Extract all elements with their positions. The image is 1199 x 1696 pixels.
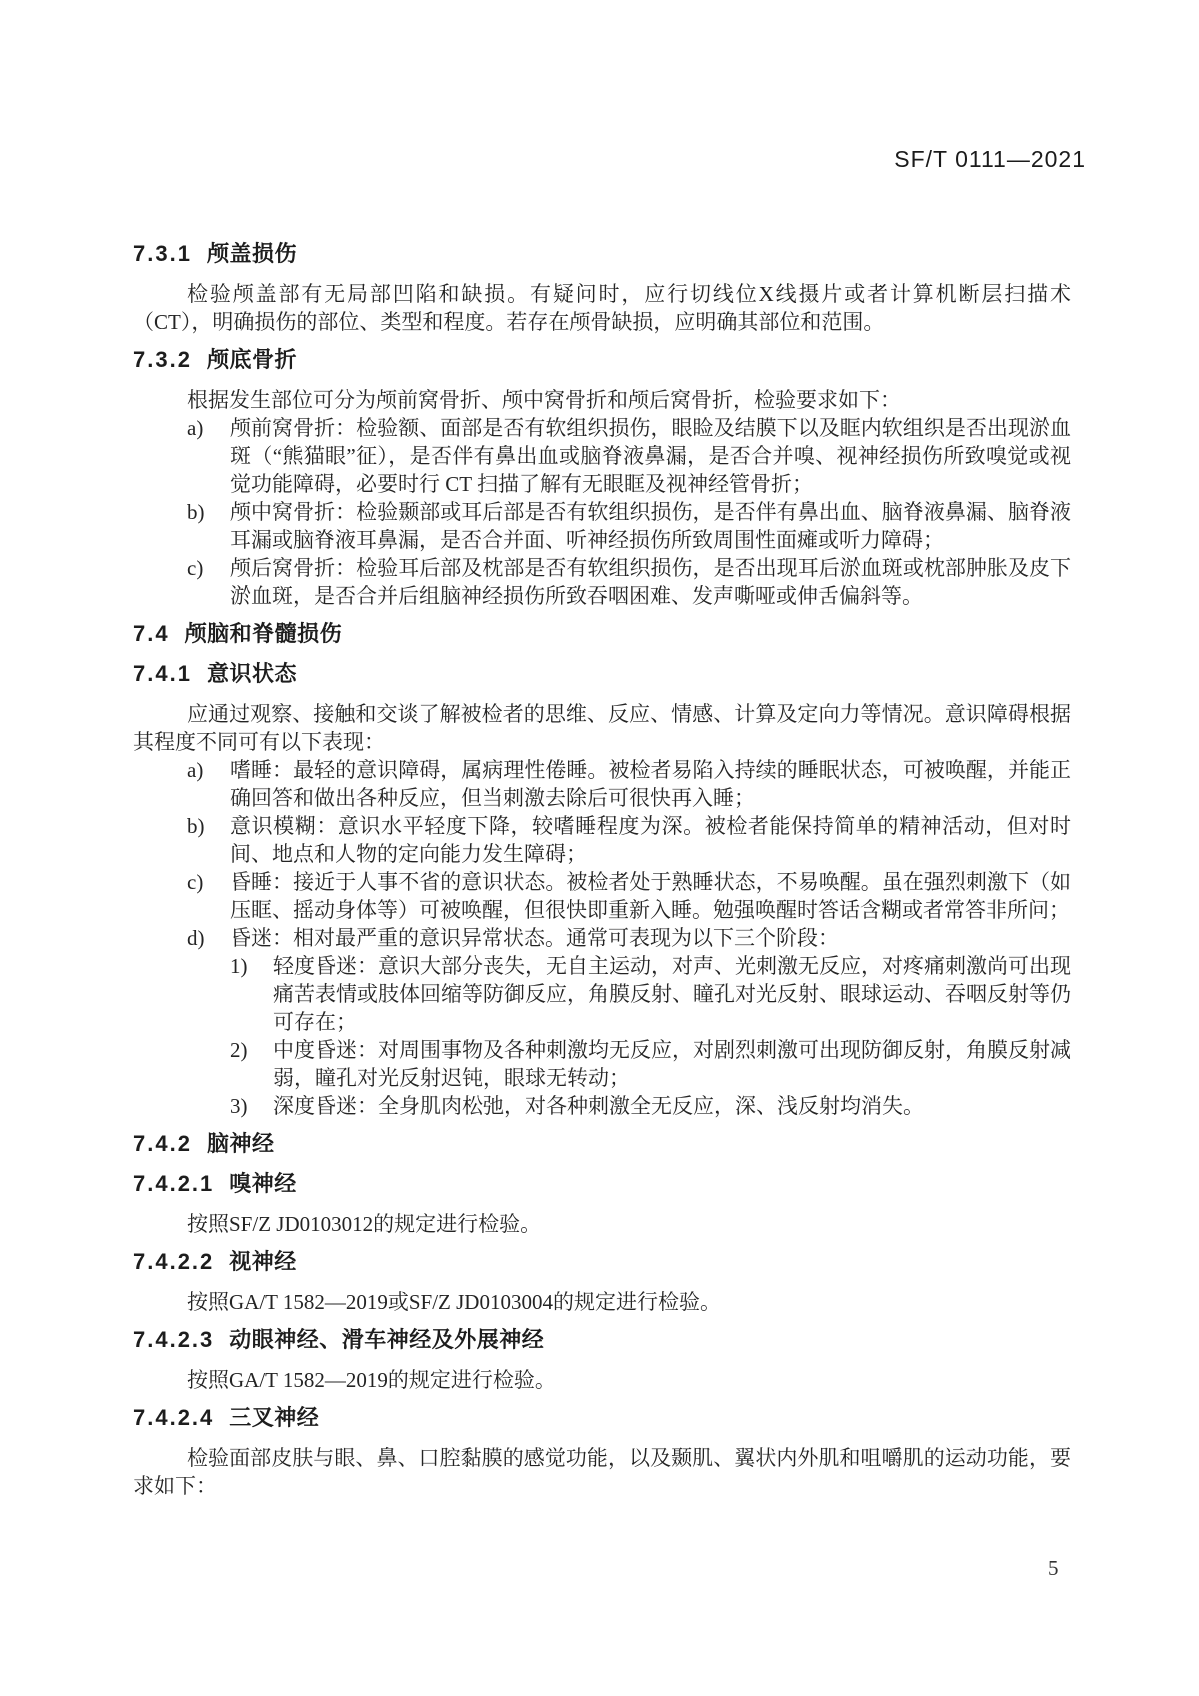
- paragraph: 按照GA/T 1582—2019或SF/Z JD0103004的规定进行检验。: [187, 1290, 721, 1314]
- section-number: 7.3.1: [133, 241, 192, 266]
- list-item: [230, 1036, 1071, 1092]
- standard-number: SF/T 0111—2021: [894, 146, 1086, 172]
- section-number: 7.3.2: [133, 347, 192, 372]
- item-list: [187, 756, 1071, 1120]
- section-heading: [133, 346, 1071, 374]
- section-title: 嗅神经: [229, 1171, 297, 1196]
- list-item-body: [273, 1092, 1071, 1120]
- section-title: 视神经: [229, 1249, 297, 1274]
- section-title: 三叉神经: [229, 1405, 320, 1430]
- section-heading: [133, 240, 1071, 268]
- list-item-text: 昏睡：接近于人事不省的意识状态。被检者处于熟睡状态，不易唤醒。虽在强烈刺激下（如压眶、摇动身体等）可被唤醒，但很快即重新入睡。勉强唤醒时答话含糊或者常答非所问；: [230, 870, 1071, 922]
- section-heading: [133, 1248, 1071, 1276]
- section-title: 动眼神经、滑车神经及外展神经: [229, 1327, 545, 1352]
- list-item-text: 意识模糊：意识水平轻度下降，较嗜睡程度为深。被检者能保持简单的精神活动，但对时间、地点和人物的定向能力发生障碍；: [230, 814, 1071, 866]
- list-item-text: 深度昏迷：全身肌肉松弛，对各种刺激全无反应，深、浅反射均消失。: [273, 1094, 924, 1118]
- document-body: [133, 0, 1071, 1500]
- list-item-marker: c): [187, 556, 204, 580]
- list-item: [187, 756, 1071, 812]
- section-title: 颅底骨折: [206, 347, 297, 372]
- list-item-marker: c): [187, 870, 204, 894]
- list-item-text: 嗜睡：最轻的意识障碍，属病理性倦睡。被检者易陷入持续的睡眠状态，可被唤醒，并能正确回答和做出各种反应，但当刺激去除后可很快再入睡；: [230, 758, 1071, 810]
- list-item: [187, 924, 1071, 1120]
- section-heading: [133, 1404, 1071, 1432]
- section-number: 7.4.1: [133, 661, 192, 686]
- page-number: 5: [1048, 1556, 1059, 1580]
- paragraph: 根据发生部位可分为颅前窝骨折、颅中窝骨折和颅后窝骨折，检验要求如下：: [187, 388, 901, 412]
- list-item: [230, 952, 1071, 1036]
- list-item-marker: 2): [230, 1038, 248, 1062]
- list-item-marker: 1): [230, 954, 248, 978]
- list-item: [230, 1092, 1071, 1120]
- list-item-body: [230, 812, 1071, 868]
- section-number: 7.4.2.4: [133, 1405, 215, 1430]
- list-item-body: [230, 414, 1071, 498]
- list-item: [187, 554, 1071, 610]
- list-item-marker: b): [187, 814, 205, 838]
- list-item-text: 轻度昏迷：意识大部分丧失，无自主运动，对声、光刺激无反应，对疼痛刺激尚可出现痛苦表情或肢体回缩等防御反应，角膜反射、瞳孔对光反射、眼球运动、吞咽反射等仍可存在；: [273, 954, 1071, 1034]
- section-heading: [133, 620, 1071, 648]
- list-item: [187, 498, 1071, 554]
- section-number: 7.4.2: [133, 1131, 192, 1156]
- list-item: [187, 868, 1071, 924]
- list-item-body: [230, 498, 1071, 554]
- list-item-body: [273, 1036, 1071, 1092]
- list-item-text: 颅前窝骨折：检验额、面部是否有软组织损伤，眼睑及结膜下以及眶内软组织是否出现淤血斑（“熊猫眼”征），是否伴有鼻出血或脑脊液鼻漏，是否合并嗅、视神经损伤所致嗅觉或视觉功能障碍，必要时行 CT 扫描了解有无眼眶及视神经管骨折；: [230, 416, 1071, 496]
- list-item-text: 昏迷：相对最严重的意识异常状态。通常可表现为以下三个阶段：: [230, 926, 839, 950]
- paragraph: 按照GA/T 1582—2019的规定进行检验。: [187, 1368, 556, 1392]
- list-item-body: [273, 952, 1071, 1036]
- section-number: 7.4.2.1: [133, 1171, 215, 1196]
- paragraph: 检验颅盖部有无局部凹陷和缺损。有疑问时，应行切线位X线摄片或者计算机断层扫描术（CT），明确损伤的部位、类型和程度。若存在颅骨缺损，应明确其部位和范围。: [133, 282, 1071, 334]
- list-item-text: 颅后窝骨折：检验耳后部及枕部是否有软组织损伤，是否出现耳后淤血斑或枕部肿胀及皮下淤血斑，是否合并后组脑神经损伤所致吞咽困难、发声嘶哑或伸舌偏斜等。: [230, 556, 1071, 608]
- section-heading: [133, 1130, 1071, 1158]
- list-item-marker: 3): [230, 1094, 248, 1118]
- paragraph: 检验面部皮肤与眼、鼻、口腔黏膜的感觉功能，以及颞肌、翼状内外肌和咀嚼肌的运动功能，要求如下：: [133, 1446, 1071, 1498]
- item-list: [187, 414, 1071, 610]
- section-title: 意识状态: [206, 661, 297, 686]
- list-item: [187, 414, 1071, 498]
- list-item-body: [230, 756, 1071, 812]
- paragraph: 应通过观察、接触和交谈了解被检者的思维、反应、情感、计算及定向力等情况。意识障碍根据其程度不同可有以下表现：: [133, 702, 1071, 754]
- section-heading: [133, 1326, 1071, 1354]
- list-item-body: [230, 554, 1071, 610]
- section-number: 7.4.2.2: [133, 1249, 215, 1274]
- section-heading: [133, 1170, 1071, 1198]
- list-item: [187, 812, 1071, 868]
- section-title: 颅盖损伤: [206, 241, 297, 266]
- section-title: 颅脑和脊髓损伤: [184, 621, 343, 646]
- list-item-marker: a): [187, 758, 204, 782]
- list-item-marker: a): [187, 416, 204, 440]
- section-number: 7.4.2.3: [133, 1327, 215, 1352]
- list-item-text: 中度昏迷：对周围事物及各种刺激均无反应，对剧烈刺激可出现防御反射，角膜反射减弱，瞳孔对光反射迟钝，眼球无转动；: [273, 1038, 1071, 1090]
- section-heading: [133, 660, 1071, 688]
- list-item-body: [230, 868, 1071, 924]
- list-item-text: 颅中窝骨折：检验颞部或耳后部是否有软组织损伤，是否伴有鼻出血、脑脊液鼻漏、脑脊液耳漏或脑脊液耳鼻漏，是否合并面、听神经损伤所致周围性面瘫或听力障碍；: [230, 500, 1071, 552]
- list-item-marker: d): [187, 926, 205, 950]
- list-item-marker: b): [187, 500, 205, 524]
- section-title: 脑神经: [206, 1131, 275, 1156]
- paragraph: 按照SF/Z JD0103012的规定进行检验。: [187, 1212, 542, 1236]
- list-item-body: [230, 924, 1071, 1120]
- section-number: 7.4: [133, 621, 170, 646]
